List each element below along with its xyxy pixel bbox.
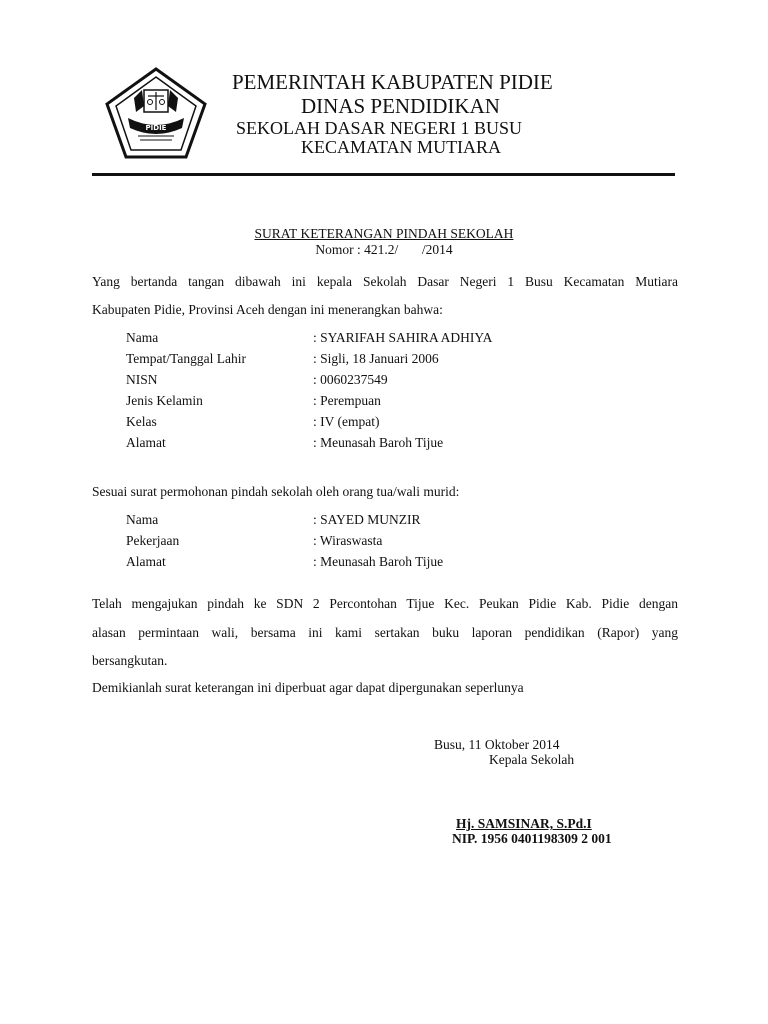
student-label-address: Alamat [126, 435, 166, 450]
student-value-nisn: : 0060237549 [313, 372, 388, 387]
header-department: DINAS PENDIDIKAN [301, 94, 500, 118]
parent-value-address: : Meunasah Baroh Tijue [313, 554, 444, 569]
parent-value-name: : SAYED MUNZIR [313, 512, 421, 527]
school-emblem-logo [104, 66, 208, 160]
student-label-nisn: NISN [126, 372, 158, 387]
header-government: PEMERINTAH KABUPATEN PIDIE [232, 70, 553, 94]
body-line-2: alasan permintaan wali, bersama ini kami sertakan buku laporan pendidikan (Rapor) yang [92, 625, 678, 640]
logo-text: PIDIE [145, 124, 167, 132]
student-value-address: : Meunasah Baroh Tijue [313, 435, 444, 450]
header-school: SEKOLAH DASAR NEGERI 1 BUSU [236, 118, 523, 138]
parent-label-address: Alamat [126, 554, 166, 569]
student-value-birth: : Sigli, 18 Januari 2006 [313, 351, 439, 366]
letter-number: Nomor : 421.2/ /2014 [315, 242, 453, 257]
body-line-1: Telah mengajukan pindah ke SDN 2 Percontohan Tijue Kec. Peukan Pidie Kab. Pidie dengan [92, 596, 678, 611]
signature-place-date: Busu, 11 Oktober 2014 [434, 737, 560, 752]
signature-position: Kepala Sekolah [489, 752, 575, 767]
student-value-gender: : Perempuan [313, 393, 381, 408]
parent-value-job: : Wiraswasta [313, 533, 383, 548]
student-value-class: : IV (empat) [313, 414, 380, 429]
parent-label-name: Nama [126, 512, 159, 527]
student-label-birth: Tempat/Tanggal Lahir [126, 351, 246, 366]
parent-label-job: Pekerjaan [126, 533, 180, 548]
student-label-class: Kelas [126, 414, 157, 429]
student-label-name: Nama [126, 330, 159, 345]
student-value-name: : SYARIFAH SAHIRA ADHIYA [313, 330, 493, 345]
header-district: KECAMATAN MUTIARA [301, 137, 502, 157]
closing-statement: Demikianlah surat keterangan ini diperbuat agar dapat dipergunakan seperlunya [92, 680, 524, 695]
header-divider [92, 173, 675, 176]
intro-line-2: Kabupaten Pidie, Provinsi Aceh dengan ini menerangkan bahwa: [92, 302, 443, 317]
request-intro: Sesuai surat permohonan pindah sekolah oleh orang tua/wali murid: [92, 484, 460, 499]
letter-title: SURAT KETERANGAN PINDAH SEKOLAH [254, 226, 514, 241]
student-label-gender: Jenis Kelamin [126, 393, 203, 408]
body-line-3: bersangkutan. [92, 653, 168, 668]
signature-name: Hj. SAMSINAR, S.Pd.I [456, 816, 592, 831]
intro-line-1: Yang bertanda tangan dibawah ini kepala Sekolah Dasar Negeri 1 Busu Kecamatan Mutiara [92, 274, 678, 289]
signature-nip: NIP. 1956 0401198309 2 001 [452, 831, 612, 846]
